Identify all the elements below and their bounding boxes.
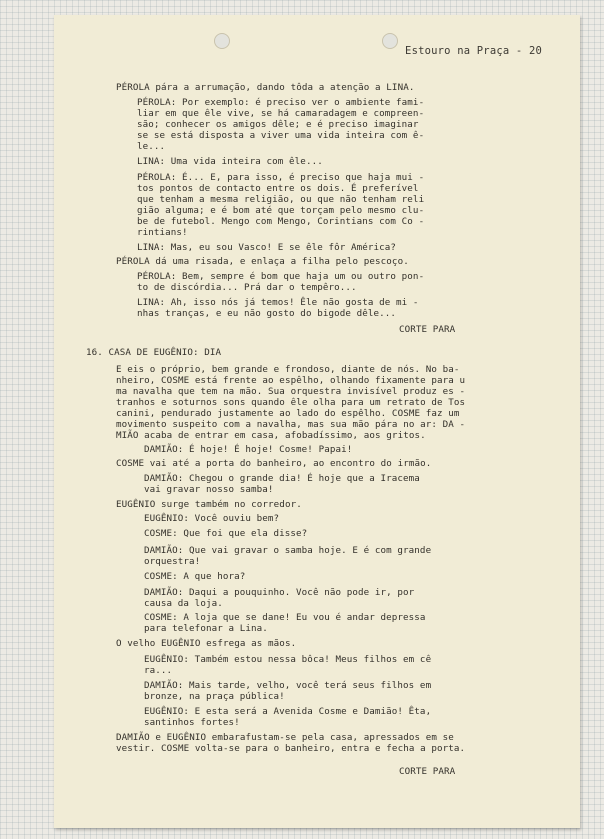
dialogue-line: se se está disposta a viver uma vida inteira com ê-	[137, 130, 425, 141]
dialogue-line: le...	[137, 141, 166, 152]
dialogue-line: to de discórdia... Prá dar o tempêro...	[137, 282, 357, 293]
stage-direction: ma navalha que tem na mão. Sua orquestra invisível produz es -	[116, 386, 466, 397]
dialogue-line: são; conhecer os amigos dêle; e é preciso imaginar	[137, 119, 419, 130]
transition: CORTE PARA	[399, 766, 456, 777]
dialogue-line: causa da loja.	[144, 598, 223, 609]
stage-direction: EUGÊNIO surge também no corredor.	[116, 499, 302, 510]
punch-hole	[214, 33, 230, 49]
dialogue-line: tos pontos de contacto entre os dois. É preferível	[137, 183, 419, 194]
dialogue-line: rintians!	[137, 227, 188, 238]
dialogue-line: PÉROLA: Por exemplo: é preciso ver o ambiente fami-	[137, 97, 425, 108]
stage-direction: canini, pendurado justamente ao lado do espêlho. COSME faz um	[116, 408, 460, 419]
stage-direction: PÉROLA pára a arrumação, dando tôda a atenção a LINA.	[116, 82, 415, 93]
dialogue-line: DAMIÃO: Daqui a pouquinho. Você não pode ir, por	[144, 587, 415, 598]
dialogue-line: liar em que êle vive, se há camaradagem e compreen-	[137, 108, 425, 119]
dialogue-line: PÉROLA: Bem, sempre é bom que haja um ou outro pon-	[137, 271, 425, 282]
stage-direction: PÉROLA dá uma risada, e enlaça a filha pelo pescoço.	[116, 256, 409, 267]
dialogue-line: bronze, na praça pública!	[144, 691, 285, 702]
punch-hole	[382, 33, 398, 49]
dialogue-line: PÉROLA: É... E, para isso, é preciso que haja mui -	[137, 172, 425, 183]
dialogue-line: LINA: Uma vida inteira com êle...	[137, 156, 323, 167]
dialogue-line: orquestra!	[144, 556, 201, 567]
dialogue-line: gião alguma; e é bom até que torçam pelo mesmo clu-	[137, 205, 425, 216]
dialogue-line: DAMIÃO: É hoje! É hoje! Cosme! Papai!	[144, 444, 353, 455]
dialogue-line: LINA: Mas, eu sou Vasco! E se êle fôr América?	[137, 242, 397, 253]
dialogue-line: para telefonar a Lina.	[144, 623, 268, 634]
dialogue-line: nhas tranças, e eu não gosto do bigode dêle...	[137, 308, 397, 319]
stage-direction: COSME vai até a porta do banheiro, ao encontro do irmão.	[116, 458, 432, 469]
stage-direction: O velho EUGÊNIO esfrega as mãos.	[116, 638, 297, 649]
stage-direction: E eis o próprio, bem grande e frondoso, diante de nós. No ba-	[116, 364, 460, 375]
dialogue-line: LINA: Ah, isso nós já temos! Êle não gosta de mi -	[137, 297, 419, 308]
page-header: Estouro na Praça - 20	[405, 45, 542, 57]
dialogue-line: COSME: A que hora?	[144, 571, 246, 582]
stage-direction: vestir. COSME volta-se para o banheiro, entra e fecha a porta.	[116, 743, 466, 754]
dialogue-line: que tenham a mesma religião, ou que não tenham reli	[137, 194, 425, 205]
stage-direction: DAMIÃO e EUGÊNIO embarafustam-se pela casa, apressados em se	[116, 732, 454, 743]
dialogue-line: DAMIÃO: Chegou o grande dia! É hoje que a Iracema	[144, 473, 420, 484]
dialogue-line: EUGÊNIO: Você ouviu bem?	[144, 513, 280, 524]
stage-direction: nheiro, COSME está frente ao espêlho, olhando fixamente para u	[116, 375, 466, 386]
dialogue-line: DAMIÃO: Mais tarde, velho, você terá seus filhos em	[144, 680, 432, 691]
stage-direction: movimento suspeito com a navalha, mas sua mão pára no ar: DA -	[116, 419, 466, 430]
dialogue-line: COSME: Que foi que ela disse?	[144, 528, 308, 539]
dialogue-line: ra...	[144, 665, 173, 676]
scene-heading: 16. CASA DE EUGÊNIO: DIA	[86, 347, 222, 358]
dialogue-line: DAMIÃO: Que vai gravar o samba hoje. E é com grande	[144, 545, 432, 556]
stage-direction: tranhos e soturnos sons quando êle olha para um retrato de Tos	[116, 397, 466, 408]
dialogue-line: santinhos fortes!	[144, 717, 240, 728]
stage-direction: MIÃO acaba de entrar em casa, afobadíssimo, aos gritos.	[116, 430, 426, 441]
dialogue-line: be de futebol. Mengo com Mengo, Corintians com Co -	[137, 216, 425, 227]
transition: CORTE PARA	[399, 324, 456, 335]
dialogue-line: EUGÊNIO: Também estou nessa bôca! Meus filhos em cê	[144, 654, 432, 665]
dialogue-line: vai gravar nosso samba!	[144, 484, 274, 495]
dialogue-line: EUGÊNIO: E esta será a Avenida Cosme e Damião! Êta,	[144, 706, 432, 717]
dialogue-line: COSME: A loja que se dane! Eu vou é andar depressa	[144, 612, 426, 623]
